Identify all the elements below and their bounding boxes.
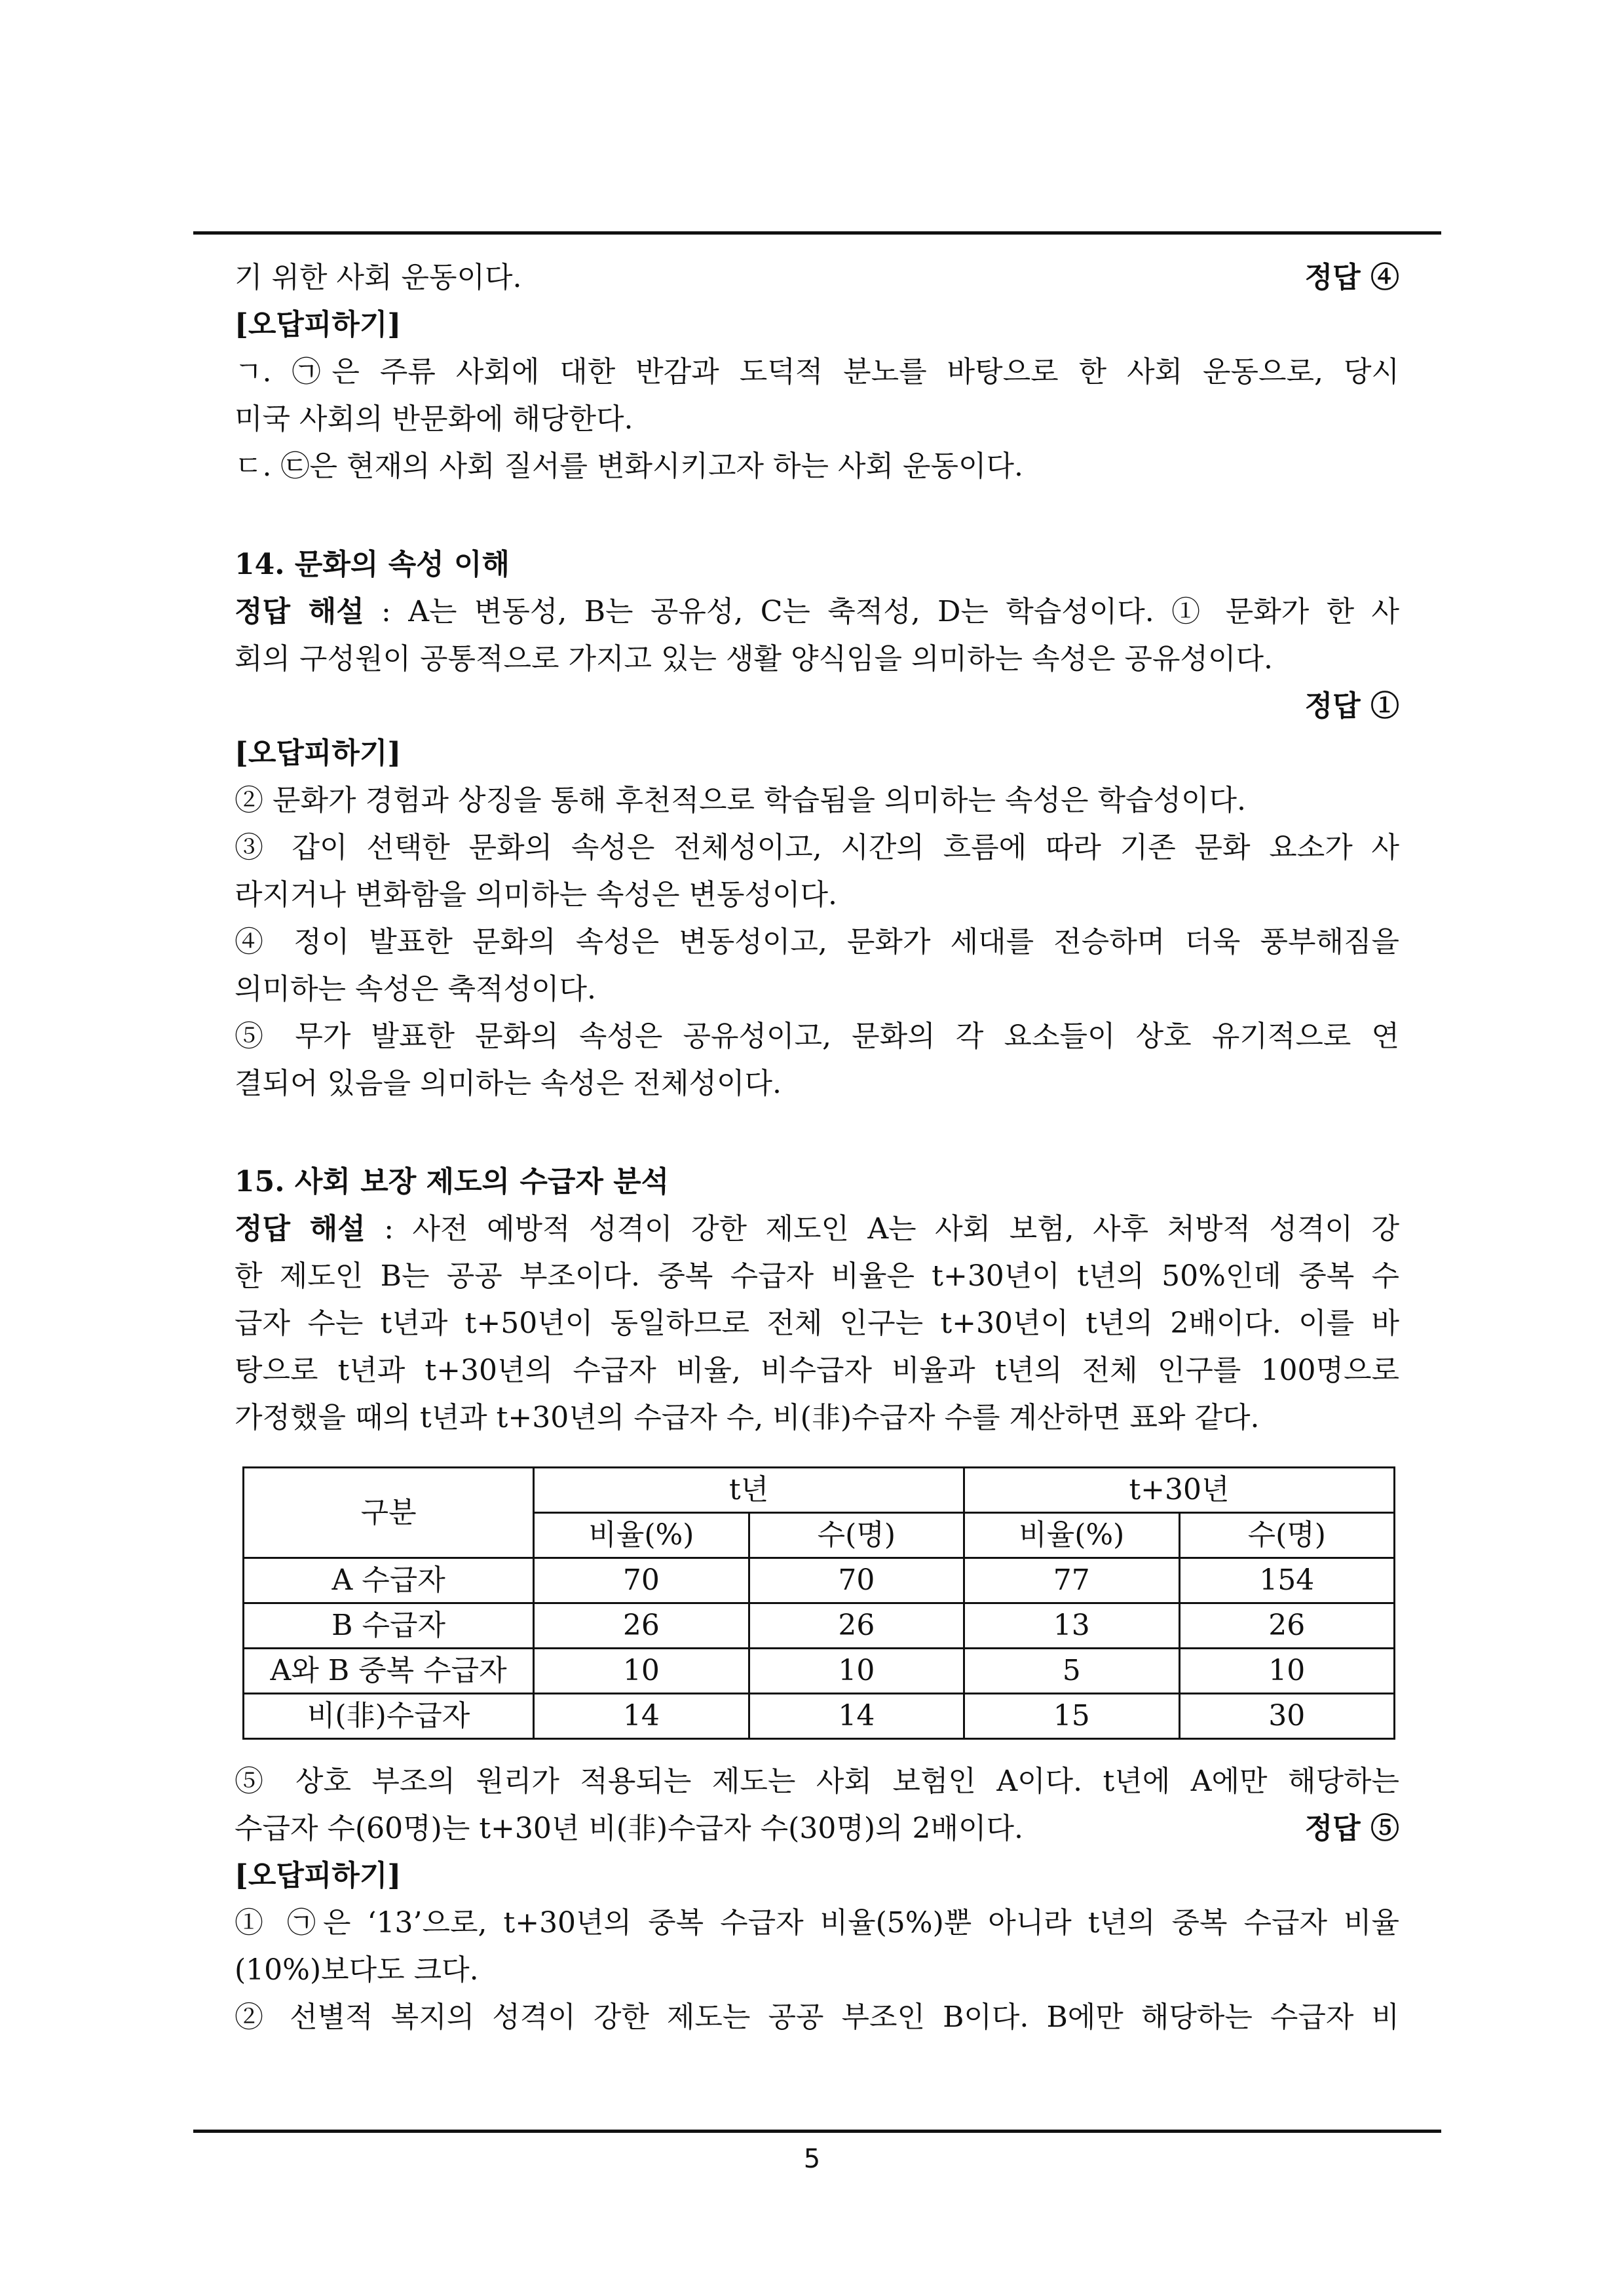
- table-corner-cell: 구분: [244, 1468, 534, 1558]
- table-period-header: t+30년: [964, 1468, 1395, 1513]
- table-cell: 14: [749, 1694, 964, 1739]
- q14-explain-label: 정답 해설: [235, 595, 364, 628]
- q15-explain-line: 가정했을 때의 t년과 t+30년의 수급자 수, 비(非)수급자 수를 계산하면 표와 같다.: [235, 1401, 1260, 1434]
- bottom-rule: [193, 2130, 1441, 2133]
- table-cell: 30: [1179, 1694, 1395, 1739]
- q15-explain-line: 급자 수는 t년과 t+50년이 동일하므로 전체 인구는 t+30년이 t년의 2배이다. 이를 바: [235, 1307, 1399, 1340]
- table-cell: 14: [534, 1694, 749, 1739]
- table-cell: 10: [749, 1649, 964, 1694]
- q14-item: ③ 갑이 선택한 문화의 속성은 전체성이고, 시간의 흐름에 따라 기존 문화 요소가 사: [235, 831, 1399, 864]
- q14-explain-line: [235, 588, 1399, 636]
- q14-explain-text: : A는 변동성, B는 공유성, C는 축적성, D는 학습성이다. ① 문화가 한 사: [364, 595, 1399, 628]
- table-cell: 15: [964, 1694, 1179, 1739]
- q13-text: 기 위한 사회 운동이다.: [235, 261, 522, 294]
- q15-explain-line: 탕으로 t년과 t+30년의 수급자 비율, 비수급자 비율과 t년의 전체 인구를 100명으로: [235, 1354, 1399, 1387]
- q15-item: ① ㉠은 ‘13’으로, t+30년의 중복 수급자 비율(5%)뿐 아니라 t년의 중복 수급자 비율: [235, 1906, 1399, 1940]
- q15-answer-line: [235, 1805, 1399, 1852]
- table-period-header: t년: [534, 1468, 964, 1513]
- q15-explain-line: [235, 1206, 1399, 1253]
- table-cell: 70: [534, 1558, 749, 1603]
- table-subheader: 비율(%): [964, 1513, 1179, 1558]
- q13-item: ㄷ. ㉢은 현재의 사회 질서를 변화시키고자 하는 사회 운동이다.: [235, 450, 1023, 483]
- q15-after-text: 수급자 수(60명)는 t+30년 비(非)수급자 수(30명)의 2배이다.: [235, 1812, 1023, 1845]
- q15-item: (10%)보다도 크다.: [235, 1953, 479, 1987]
- q15-explain-text: : 사전 예방적 성격이 강한 제도인 A는 사회 보험, 사후 처방적 성격이 강: [365, 1212, 1399, 1246]
- table-row: [244, 1694, 1395, 1739]
- recipient-table: [242, 1466, 1395, 1740]
- q14-title: 14. 문화의 속성 이해: [235, 548, 510, 581]
- q14-answer: 정답 ①: [1304, 689, 1399, 723]
- q13-item: 미국 사회의 반문화에 해당한다.: [235, 402, 633, 436]
- q14-wrong-heading: [오답피하기]: [235, 737, 402, 770]
- table-cell: 77: [964, 1558, 1179, 1603]
- q15-answer: 정답 ⑤: [1304, 1812, 1399, 1845]
- table-header-row: [244, 1468, 1395, 1513]
- q14-item: ④ 정이 발표한 문화의 속성은 변동성이고, 문화가 세대를 전승하며 더욱 풍부해짐을: [235, 925, 1399, 959]
- table-cell: 5: [964, 1649, 1179, 1694]
- q15-title: 15. 사회 보장 제도의 수급자 분석: [235, 1165, 670, 1198]
- table-cell: 154: [1179, 1558, 1395, 1603]
- q13-answer-line: [235, 254, 1399, 301]
- table-row-label: 비(非)수급자: [244, 1694, 534, 1739]
- q14-item: ⑤ 무가 발표한 문화의 속성은 공유성이고, 문화의 각 요소들이 상호 유기적으로 연: [235, 1020, 1399, 1053]
- table-cell: 70: [749, 1558, 964, 1603]
- table-row-label: A와 B 중복 수급자: [244, 1649, 534, 1694]
- q15-explain-label: 정답 해설: [235, 1212, 366, 1246]
- page-content: [235, 254, 1399, 2041]
- q14-item: 결되어 있음을 의미하는 속성은 전체성이다.: [235, 1067, 782, 1100]
- table-row: [244, 1558, 1395, 1603]
- table-row: [244, 1603, 1395, 1649]
- table-subheader: 수(명): [1179, 1513, 1395, 1558]
- table-subheader: 비율(%): [534, 1513, 749, 1558]
- q14-item: ② 문화가 경험과 상징을 통해 후천적으로 학습됨을 의미하는 속성은 학습성이다.: [235, 784, 1246, 817]
- q14-item: 라지거나 변화함을 의미하는 속성은 변동성이다.: [235, 878, 838, 911]
- q13-answer: 정답 ④: [1304, 261, 1399, 294]
- q15-explain-line: 한 제도인 B는 공공 부조이다. 중복 수급자 비율은 t+30년이 t년의 50%인데 중복 수: [235, 1259, 1400, 1293]
- table-cell: 10: [1179, 1649, 1395, 1694]
- table-cell: 10: [534, 1649, 749, 1694]
- q15-wrong-heading: [오답피하기]: [235, 1859, 402, 1892]
- table-row-label: A 수급자: [244, 1558, 534, 1603]
- q15-after-line: ⑤ 상호 부조의 원리가 적용되는 제도는 사회 보험인 A이다. t년에 A에만 해당하는: [235, 1765, 1399, 1798]
- q14-item: 의미하는 속성은 축적성이다.: [235, 972, 597, 1006]
- table-cell: 26: [534, 1603, 749, 1649]
- table-cell: 26: [1179, 1603, 1395, 1649]
- q13-wrong-heading: [오답피하기]: [235, 308, 402, 341]
- q13-item: ㄱ. ㉠은 주류 사회에 대한 반감과 도덕적 분노를 바탕으로 한 사회 운동으로, 당시: [235, 355, 1399, 389]
- q14-explain-line: 회의 구성원이 공통적으로 가지고 있는 생활 양식임을 의미하는 속성은 공유성이다.: [235, 642, 1273, 676]
- q15-item: ② 선별적 복지의 성격이 강한 제도는 공공 부조인 B이다. B에만 해당하는 수급자 비: [235, 2000, 1399, 2034]
- table-row-label: B 수급자: [244, 1603, 534, 1649]
- table-cell: 13: [964, 1603, 1179, 1649]
- page-number: 5: [803, 2144, 821, 2174]
- table-row: [244, 1649, 1395, 1694]
- table-cell: 26: [749, 1603, 964, 1649]
- table-subheader: 수(명): [749, 1513, 964, 1558]
- top-rule: [193, 231, 1441, 235]
